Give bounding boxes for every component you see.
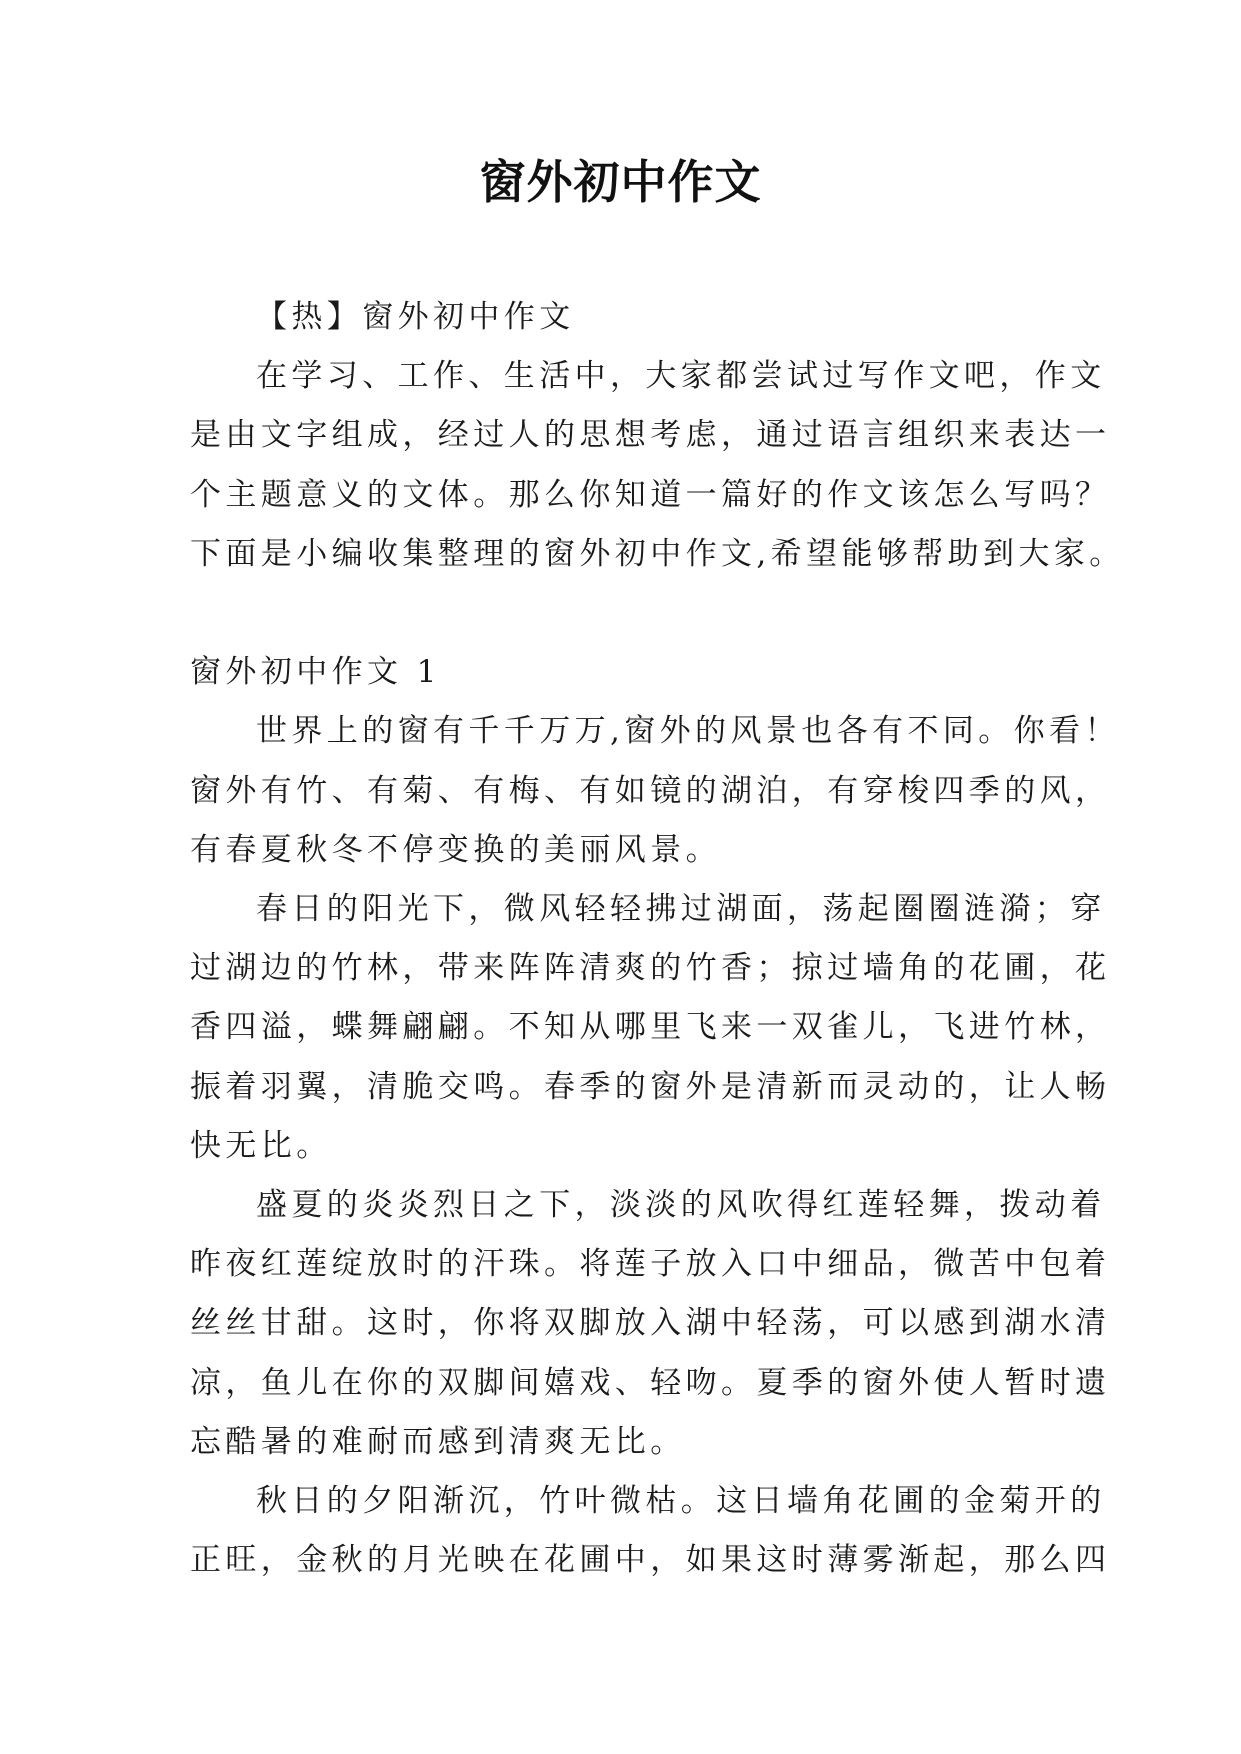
text-line: 快无比。: [190, 1127, 332, 1164]
text-line: 下面是小编收集整理的窗外初中作文,希望能够帮助到大家。: [190, 535, 1125, 572]
text-line: 昨夜红莲绽放时的汗珠。将莲子放入口中细品，微苦中包着: [190, 1246, 1111, 1283]
text-line: 世界上的窗有千千万万,窗外的风景也各有不同。你看！: [256, 713, 1120, 750]
text-line: 正旺，金秋的月光映在花圃中，如果这时薄雾渐起，那么四: [190, 1542, 1111, 1579]
text-line: 窗外有竹、有菊、有梅、有如镜的湖泊，有穿梭四季的风，: [190, 772, 1111, 809]
text-line: 有春夏秋冬不停变换的美丽风景。: [190, 831, 721, 868]
document-title: 窗外初中作文: [479, 155, 762, 209]
text-line: 盛夏的炎炎烈日之下，淡淡的风吹得红莲轻舞，拨动着: [256, 1187, 1106, 1224]
text-line: 【热】窗外初中作文: [256, 299, 575, 335]
paragraph-gap: [190, 584, 1056, 643]
text-line: 香四溢，蝶舞翩翩。不知从哪里飞来一双雀儿，飞进竹林，: [190, 1009, 1111, 1046]
text-line: 秋日的夕阳渐沉，竹叶微枯。这日墙角花圃的金菊开的: [256, 1483, 1106, 1520]
text-line: 春日的阳光下，微风轻轻拂过湖面，荡起圈圈涟漪；穿: [256, 891, 1106, 928]
text-line: 凉，鱼儿在你的双脚间嬉戏、轻吻。夏季的窗外使人暂时遗: [190, 1364, 1111, 1401]
text-line: 在学习、工作、生活中，大家都尝试过写作文吧，作文: [256, 358, 1106, 395]
text-line: 丝丝甘甜。这时，你将双脚放入湖中轻荡，可以感到湖水清: [190, 1305, 1111, 1342]
document-body: [190, 288, 1125, 1590]
text-line: 窗外初中作文 1: [190, 654, 441, 691]
text-line: 个主题意义的文体。那么你知道一篇好的作文该怎么写吗？: [190, 476, 1111, 513]
text-line: 振着羽翼，清脆交鸣。春季的窗外是清新而灵动的，让人畅: [190, 1068, 1111, 1105]
text-line: 过湖边的竹林，带来阵阵清爽的竹香；掠过墙角的花圃，花: [190, 950, 1111, 987]
text-line: 忘酷暑的难耐而感到清爽无比。: [190, 1423, 686, 1460]
text-line: 是由文字组成，经过人的思想考虑，通过语言组织来表达一: [190, 417, 1111, 454]
